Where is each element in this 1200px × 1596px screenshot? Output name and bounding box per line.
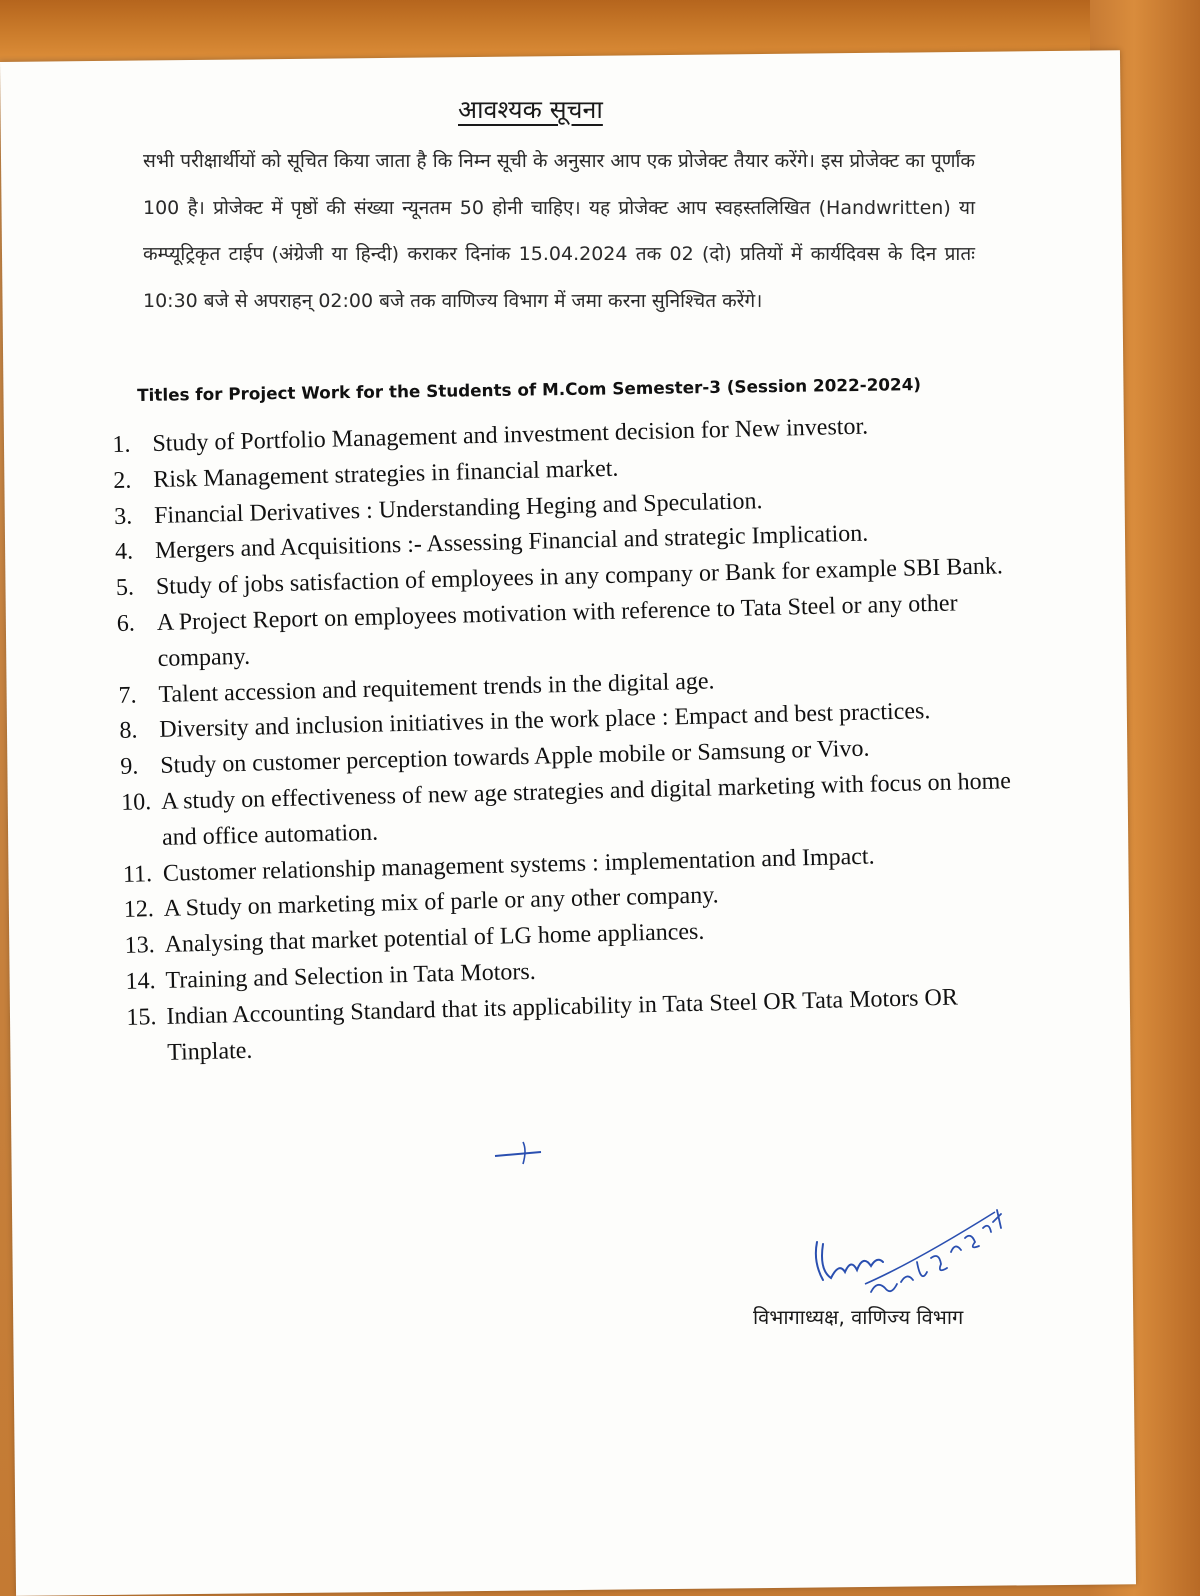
item-text: A Study on marketing mix of parle or any other company. xyxy=(163,882,719,923)
item-number: 4. xyxy=(114,538,134,566)
item-text: Study of jobs satisfaction of employees in any company or Bank for example SBI Bank. xyxy=(155,553,1004,601)
item-text: A study on effectiveness of new age strategies and digital marketing with focus on home and office automation. xyxy=(160,768,1012,851)
item-text: Study on customer perception towards Apple mobile or Samsung or Vivo. xyxy=(159,735,870,780)
item-text: Risk Management strategies in financial market. xyxy=(152,455,619,493)
item-number: 13. xyxy=(124,932,155,959)
item-text: Diversity and inclusion initiatives in the work place : Empact and best practices. xyxy=(159,698,931,744)
project-titles-heading: Titles for Project Work for the Students of M.Com Semester-3 (Session 2022-2024) xyxy=(137,374,922,405)
item-text: Financial Derivatives : Understanding Heging and Speculation. xyxy=(153,487,763,529)
item-number: 5. xyxy=(115,574,135,602)
item-number: 3. xyxy=(113,503,133,530)
item-text: Training and Selection in Tata Motors. xyxy=(165,958,537,994)
item-number: 10. xyxy=(120,789,152,816)
item-number: 12. xyxy=(123,896,155,924)
handwritten-correction-mark xyxy=(493,1138,543,1168)
notice-paragraph: सभी परीक्षार्थीयों को सूचित किया जाता है कि निम्न सूची के अनुसार आप एक प्रोजेक्ट तैयार करेंगे। इस प्रोजेक्ट का पूर्णांक 100 है। प्रोजेक्ट में पृष्ठों की संख्या न्यूनतम 50 होनी चाहिए। यह प्रोजेक्ट आप स्वहस्तलिखित (Handwritten) या कम्प्यूट्रिकृत टाईप (अंग्रेजी या हिन्दी) कराकर दिनांक 15.04.2024 तक 02 (दो) प्रतियों में कार्यदिवस के दिन प्रातः 10:30 बजे से अपराहन् 02:00 बजे तक वाणिज्य विभाग में जमा करना सुनिश्चित करेंगे। xyxy=(143,150,975,312)
item-number: 2. xyxy=(112,467,132,494)
department-head-designation: विभागाध्यक्ष, वाणिज्य विभाग xyxy=(753,1305,964,1329)
item-number: 7. xyxy=(118,682,137,709)
item-text: Mergers and Acquisitions :- Assessing Financial and strategic Implication. xyxy=(154,520,869,565)
item-number: 1. xyxy=(112,431,131,458)
item-text: A Project Report on employees motivation with reference to Tata Steel or any other company. xyxy=(156,590,958,672)
item-text: Analysing that market potential of LG home appliances. xyxy=(164,918,705,959)
item-text: Indian Accounting Standard that its applicability in Tata Steel OR Tata Motors OR Tinplate. xyxy=(166,984,959,1066)
item-number: 15. xyxy=(126,1003,157,1031)
item-number: 9. xyxy=(119,753,139,781)
item-text: Customer relationship management systems : implementation and Impact. xyxy=(162,843,875,887)
item-number: 8. xyxy=(119,717,138,745)
item-number: 6. xyxy=(116,610,136,637)
notice-title: आवश्यक सूचना xyxy=(458,95,603,124)
handwritten-signature xyxy=(805,1192,1015,1302)
item-number: 14. xyxy=(125,968,156,995)
item-text: Study of Portfolio Management and investment decision for New investor. xyxy=(152,413,869,458)
project-titles-list xyxy=(112,406,1027,1072)
item-number: 11. xyxy=(122,860,153,888)
item-text: Talent accession and requitement trends in the digital age. xyxy=(158,667,715,708)
